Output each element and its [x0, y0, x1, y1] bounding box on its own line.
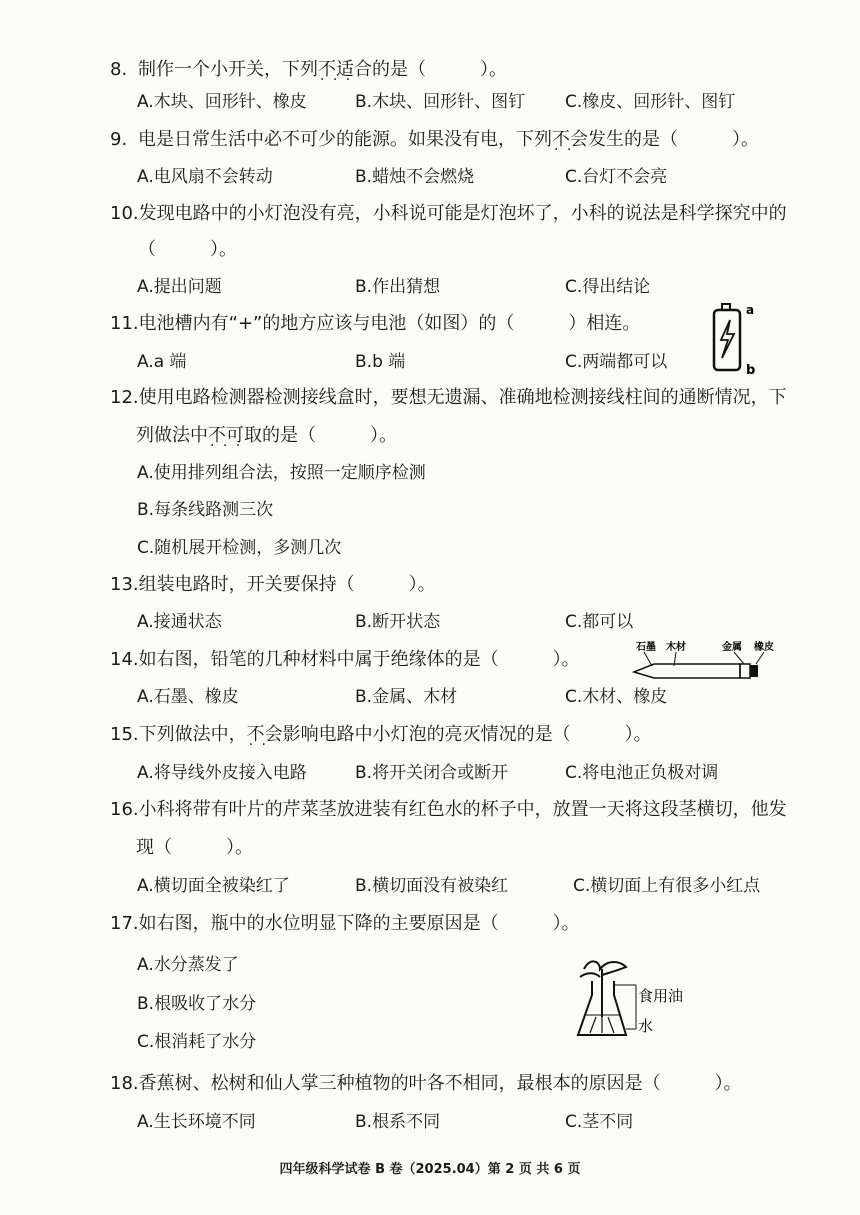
option-8c[interactable]: C.橡皮、回形针、图钉 — [565, 92, 736, 112]
battery-label-b: b — [746, 363, 756, 376]
option-14c[interactable]: C.木材、橡皮 — [565, 687, 668, 707]
question-16: 16.小科将带有叶片的芹菜茎放进装有红色水的杯子中，放置一天将这段茎横切，他发 — [110, 799, 787, 820]
lightning-icon — [721, 320, 734, 358]
question-12-continued: 列做法中不可取 · · ·的是（ ）。 — [136, 424, 397, 448]
label-cooking-oil: 食用油 — [638, 987, 684, 1005]
option-14a[interactable]: A.石墨、橡皮 — [137, 687, 239, 707]
option-18c[interactable]: C.茎不同 — [565, 1112, 634, 1132]
option-9c[interactable]: C.台灯不会亮 — [565, 167, 668, 187]
option-8b[interactable]: B.木块、回形针、图钉 — [355, 92, 526, 112]
option-16c[interactable]: C.横切面上有很多小红点 — [573, 876, 761, 896]
page-footer: 四年级科学试卷 B 卷（2025.04）第 2 页 共 6 页 — [279, 1162, 581, 1177]
option-10c[interactable]: C.得出结论 — [565, 277, 651, 297]
option-9a[interactable]: A.电风扇不会转动 — [137, 167, 273, 187]
question-12: 12.使用电路检测器检测接线盒时，要想无遗漏、准确地检测接线柱间的通断情况，下 — [110, 387, 787, 408]
question-8: 8. 制作一个小开关，下列不适合 · · ·的是（ ）。 — [110, 58, 507, 82]
option-17c[interactable]: C.根消耗了水分 — [137, 1032, 257, 1052]
pencil-label-metal: 金属 — [722, 642, 742, 653]
option-15a[interactable]: A.将导线外皮接入电路 — [137, 763, 307, 783]
option-10a[interactable]: A.提出问题 — [137, 277, 222, 297]
pencil-label-eraser: 橡皮 — [754, 642, 774, 653]
option-14b[interactable]: B.金属、木材 — [355, 687, 458, 707]
option-11b[interactable]: B.b 端 — [355, 352, 406, 372]
pencil-label-graphite: 石墨 — [636, 642, 656, 653]
label-water: 水 — [638, 1017, 654, 1035]
option-16a[interactable]: A.横切面全被染红了 — [137, 876, 290, 896]
option-12a[interactable]: A.使用排列组合法，按照一定顺序检测 — [137, 463, 426, 483]
option-12b[interactable]: B.每条线路测三次 — [137, 500, 274, 520]
question-16-continued: 现（ ）。 — [136, 837, 253, 858]
option-15c[interactable]: C.将电池正负极对调 — [565, 763, 719, 783]
option-16b[interactable]: B.横切面没有被染红 — [355, 876, 509, 896]
option-13b[interactable]: B.断开状态 — [355, 612, 441, 632]
option-8a[interactable]: A.木块、回形针、橡皮 — [137, 92, 307, 112]
option-10b[interactable]: B.作出猜想 — [355, 277, 441, 297]
plant-bottle-figure — [570, 955, 700, 1045]
option-18b[interactable]: B.根系不同 — [355, 1112, 441, 1132]
question-10-continued: （ ）。 — [138, 239, 237, 260]
question-18: 18.香蕉树、松树和仙人掌三种植物的叶各不相同，最根本的原因是（ ）。 — [110, 1073, 742, 1094]
option-9b[interactable]: B.蜡烛不会燃烧 — [355, 167, 475, 187]
option-17a[interactable]: A.水分蒸发了 — [137, 955, 239, 975]
question-10: 10.发现电路中的小灯泡没有亮，小科说可能是灯泡坏了，小科的说法是科学探究中的 — [110, 203, 787, 224]
battery-label-a: a — [746, 303, 755, 317]
option-11a[interactable]: A.a 端 — [137, 352, 187, 372]
option-17b[interactable]: B.根吸收了水分 — [137, 994, 257, 1014]
option-15b[interactable]: B.将开关闭合或断开 — [355, 763, 509, 783]
option-12c[interactable]: C.随机展开检测，多测几次 — [137, 538, 342, 558]
question-9: 9. 电是日常生活中必不可少的能源。如果没有电，下列不会 · ·发生的是（ ）。 — [110, 128, 759, 152]
pencil-figure — [630, 636, 790, 684]
question-17: 17.如右图，瓶中的水位明显下降的主要原因是（ ）。 — [110, 913, 580, 934]
option-13c[interactable]: C.都可以 — [565, 612, 634, 632]
option-13a[interactable]: A.接通状态 — [137, 612, 222, 632]
option-18a[interactable]: A.生长环境不同 — [137, 1112, 256, 1132]
question-11: 11.电池槽内有“+”的地方应该与电池（如图）的（ ）相连。 — [110, 313, 641, 334]
battery-figure — [708, 300, 768, 376]
question-13: 13.组装电路时，开关要保持（ ）。 — [110, 574, 436, 595]
question-14: 14.如右图，铅笔的几种材料中属于绝缘体的是（ ）。 — [110, 649, 580, 670]
pencil-icon — [634, 664, 740, 678]
pencil-label-wood: 木材 — [666, 642, 686, 653]
question-15: 15.下列做法中，不会 · ·影响电路中小灯泡的亮灭情况的是（ ）。 — [110, 723, 652, 747]
option-11c[interactable]: C.两端都可以 — [565, 352, 668, 372]
